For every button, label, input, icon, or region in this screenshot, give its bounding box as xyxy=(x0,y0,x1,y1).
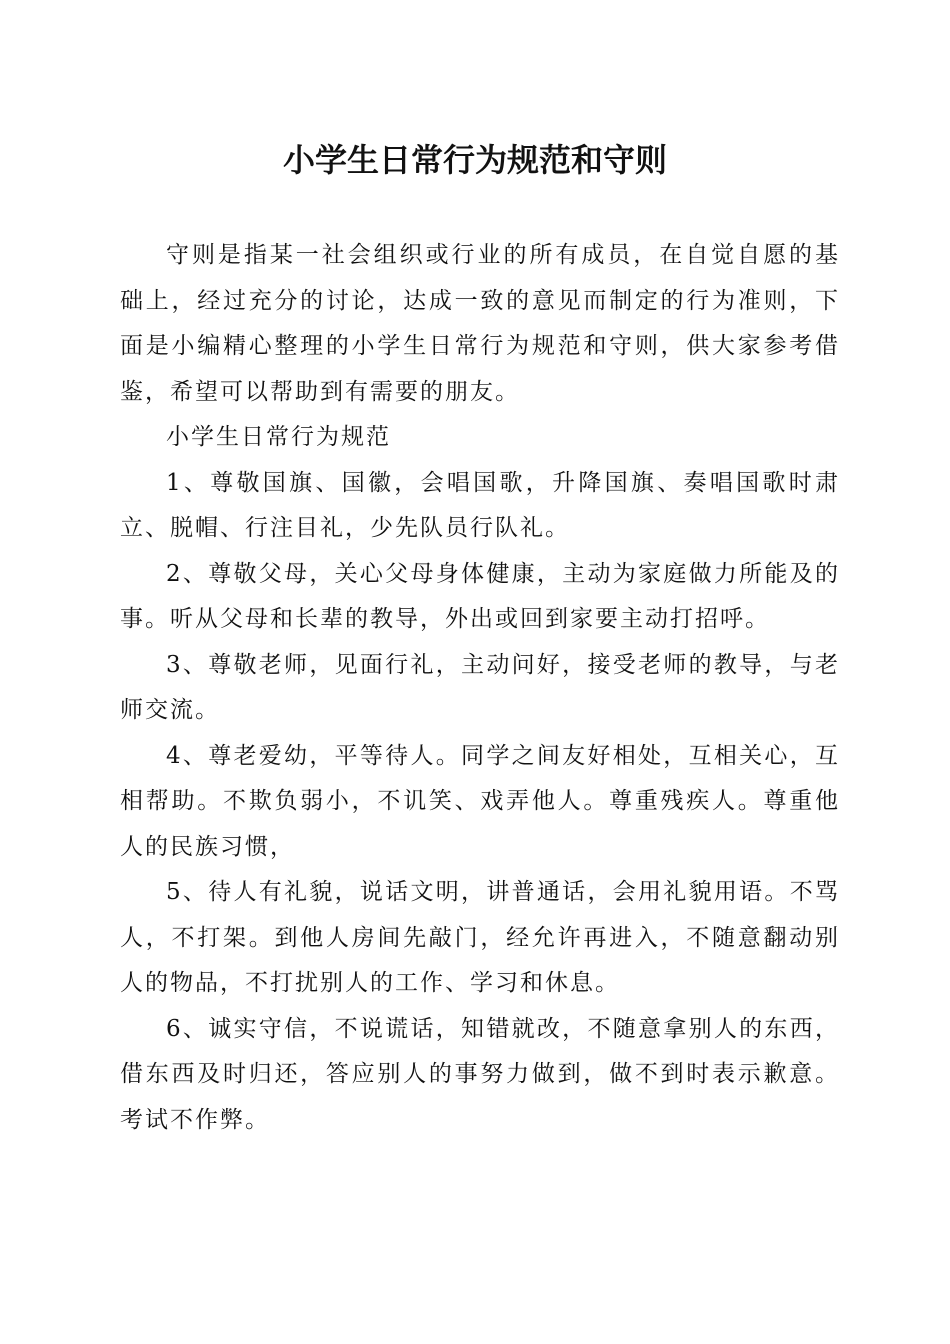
rule-item-5: 5、待人有礼貌，说话文明，讲普通话，会用礼貌用语。不骂人，不打架。到他人房间先敲门，经允许再进入，不随意翻动别人的物品，不打扰别人的工作、学习和休息。 xyxy=(120,879,840,996)
intro-paragraph: 守则是指某一社会组织或行业的所有成员，在自觉自愿的基础上，经过充分的讨论，达成一致的意见而制定的行为准则，下面是小编精心整理的小学生日常行为规范和守则，供大家参考借鉴，希望可以帮助到有需要的朋友。 xyxy=(120,242,840,405)
document-body xyxy=(120,233,840,1143)
rule-item-3: 3、尊敬老师，见面行礼，主动问好，接受老师的教导，与老师交流。 xyxy=(120,651,840,723)
rule-item-2: 2、尊敬父母，关心父母身体健康，主动为家庭做力所能及的事。听从父母和长辈的教导，外出或回到家要主动打招呼。 xyxy=(120,560,840,632)
rule-item-6: 6、诚实守信，不说谎话，知错就改，不随意拿别人的东西，借东西及时归还，答应别人的事努力做到，做不到时表示歉意。考试不作弊。 xyxy=(120,1015,840,1133)
rule-item-1: 1、尊敬国旗、国徽，会唱国歌，升降国旗、奏唱国歌时肃立、脱帽、行注目礼，少先队员行队礼。 xyxy=(120,469,840,541)
document-title: 小学生日常行为规范和守则 xyxy=(282,141,667,179)
rule-item-4: 4、尊老爱幼，平等待人。同学之间友好相处，互相关心，互相帮助。不欺负弱小，不讥笑、戏弄他人。尊重残疾人。尊重他人的民族习惯， xyxy=(120,742,840,860)
section-heading: 小学生日常行为规范 xyxy=(166,424,391,450)
